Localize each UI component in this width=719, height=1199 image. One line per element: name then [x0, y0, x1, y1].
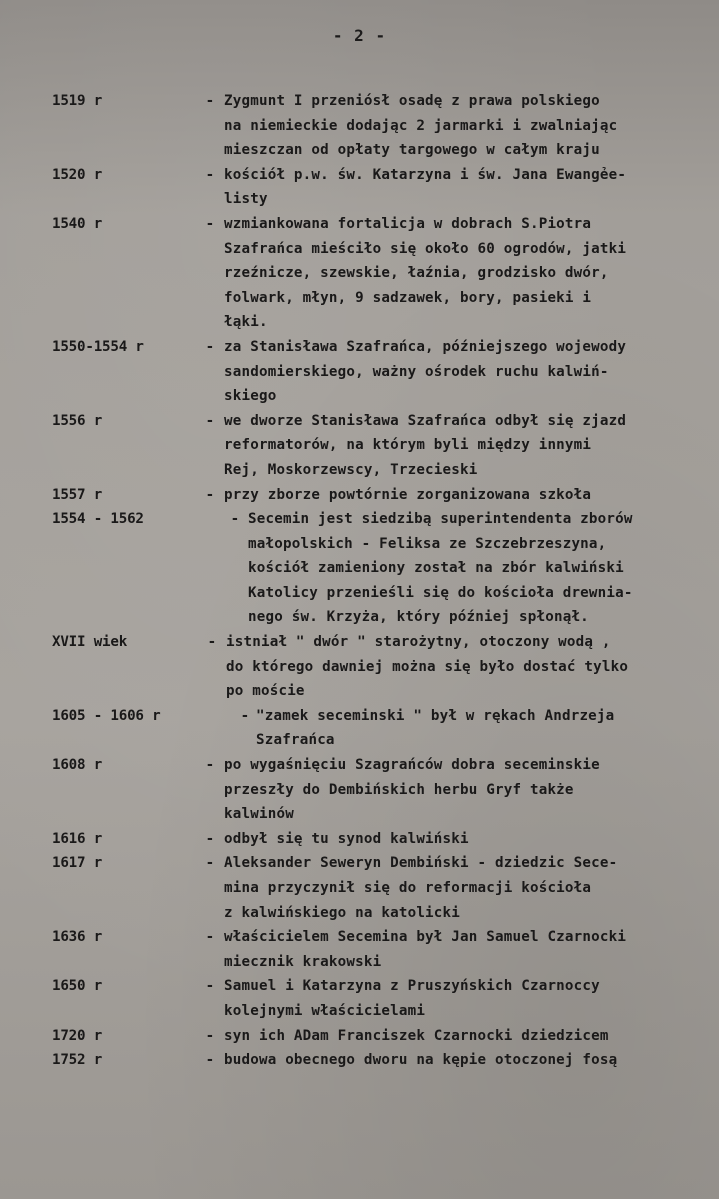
entry-date: 1608 r: [52, 757, 103, 774]
entry-dash: -: [205, 166, 215, 183]
entry-dash: -: [205, 215, 215, 232]
chronology-entry-1557: [0, 483, 719, 508]
chronology-entry-1720: [0, 1024, 719, 1049]
entry-text: Zygmunt I przeniósł osadę z prawa polskiego na niemieckie dodając 2 jarmarki i zwalniając mieszczan od opłaty targowego w całym kraju: [224, 93, 618, 159]
entry-dash: -: [205, 486, 215, 503]
chronology-entry-1556: [0, 409, 719, 483]
chronology-entry-1520: [0, 163, 719, 212]
entry-text: Samuel i Katarzyna z Pruszyńskich Czarnoccy kolejnymi właścicielami: [224, 978, 600, 1019]
entry-date: 1557 r: [52, 486, 103, 503]
entry-date: 1616 r: [52, 830, 103, 847]
entry-dash: -: [205, 412, 215, 429]
chronology-entry-xvii-wiek: [0, 630, 719, 704]
entry-dash: -: [205, 93, 215, 109]
entry-date: 1556 r: [52, 412, 103, 429]
entry-text: istniał " dwór " starożytny, otoczony wodą , do którego dawniej można się było dostać tylko po moście: [226, 634, 629, 700]
chronology-entry-1616: [0, 827, 719, 852]
entry-text: kościół p.w. św. Katarzyna i św. Jana Ewangẻe- listy: [224, 166, 627, 208]
entry-date: 1605 - 1606 r: [52, 707, 161, 724]
entry-text: za Stanisława Szafrańca, późniejszego wojewody sandomierskiego, ważny ośrodek ruchu kalwiń- skiego: [224, 338, 627, 405]
entry-text: budowa obecnego dworu na kępie otoczonej fosą: [224, 1052, 618, 1069]
entry-date: 1720 r: [52, 1027, 103, 1044]
chronology-entry-1554-1562: [0, 507, 719, 630]
entry-text: Secemin jest siedzibą superintendenta zborów małopolskich - Feliksa ze Szczebrzeszyna, kościół zamieniony został na zbór kalwiński Katolicy przenieśli się do kościoła drewnia- nego św. Krzyża, który później spłonął.: [248, 511, 633, 626]
entry-date: 1520 r: [52, 166, 103, 183]
entry-dash: -: [205, 830, 215, 847]
entry-dash: -: [205, 929, 215, 946]
entry-dash: -: [205, 855, 215, 872]
chronology-entry-1550-1554: [0, 335, 719, 409]
entry-date: 1519 r: [52, 93, 103, 109]
entry-text: odbył się tu synod kalwiński: [224, 830, 469, 847]
chronology-entry-1650: [0, 974, 719, 1023]
chronology-entry-1608: [0, 753, 719, 827]
entry-date: 1554 - 1562: [52, 511, 144, 528]
entry-dash: -: [205, 978, 215, 995]
chronology-entry-1540: [0, 212, 719, 335]
chronology-entry-1605-1606: [0, 704, 719, 753]
entry-date: 1752 r: [52, 1052, 103, 1069]
entry-text: "zamek seceminski " był w rękach Andrzeja Szafrańca: [256, 707, 615, 749]
entry-dash: -: [205, 338, 215, 355]
entry-date: 1550-1554 r: [52, 338, 144, 355]
chronology-entry-1617: [0, 851, 719, 925]
entry-dash: -: [205, 757, 215, 774]
entry-date: 1617 r: [52, 855, 103, 872]
entry-text: Aleksander Seweryn Dembiński - dziedzic Sece- mina przyczynił się do reformacji kościoła z kalwińskiego na katolicki: [224, 855, 618, 921]
page-number: - 2 -: [332, 26, 387, 45]
entry-date: 1540 r: [52, 215, 103, 232]
entry-text: wzmiankowana fortalicja w dobrach S.Piotra Szafrańca mieściło się około 60 ogrodów, jatki rzeźnicze, szewskie, łaźnia, grodzisko dwór, folwark, młyn, 9 sadzawek, bory, pasieki i łąki.: [224, 215, 627, 331]
entry-date: 1650 r: [52, 978, 103, 995]
chronology-entry-1519: [0, 89, 719, 163]
chronology-list: [0, 89, 719, 1073]
entry-date: XVII wiek: [52, 634, 128, 651]
entry-text: syn ich ADam Franciszek Czarnocki dziedzicem: [224, 1027, 609, 1044]
entry-dash: -: [205, 1027, 215, 1044]
chronology-entry-1752: [0, 1048, 719, 1073]
entry-dash: -: [230, 511, 240, 528]
chronology-entry-1636: [0, 925, 719, 974]
entry-date: 1636 r: [52, 929, 103, 946]
entry-dash: -: [207, 634, 217, 651]
entry-text: po wygaśnięciu Szagrańców dobra seceminskie przeszły do Dembińskich herbu Gryf także kalwinów: [224, 757, 600, 823]
entry-text: właścicielem Secemina był Jan Samuel Czarnocki miecznik krakowski: [224, 929, 627, 970]
entry-dash: -: [240, 707, 250, 724]
entry-text: we dworze Stanisława Szafrańca odbył się zjazd reformatorów, na którym byli między innymi Rej, Moskorzewscy, Trzecieski: [224, 412, 627, 478]
entry-dash: -: [205, 1052, 215, 1069]
entry-text: przy zborze powtórnie zorganizowana szkoła: [224, 486, 592, 503]
